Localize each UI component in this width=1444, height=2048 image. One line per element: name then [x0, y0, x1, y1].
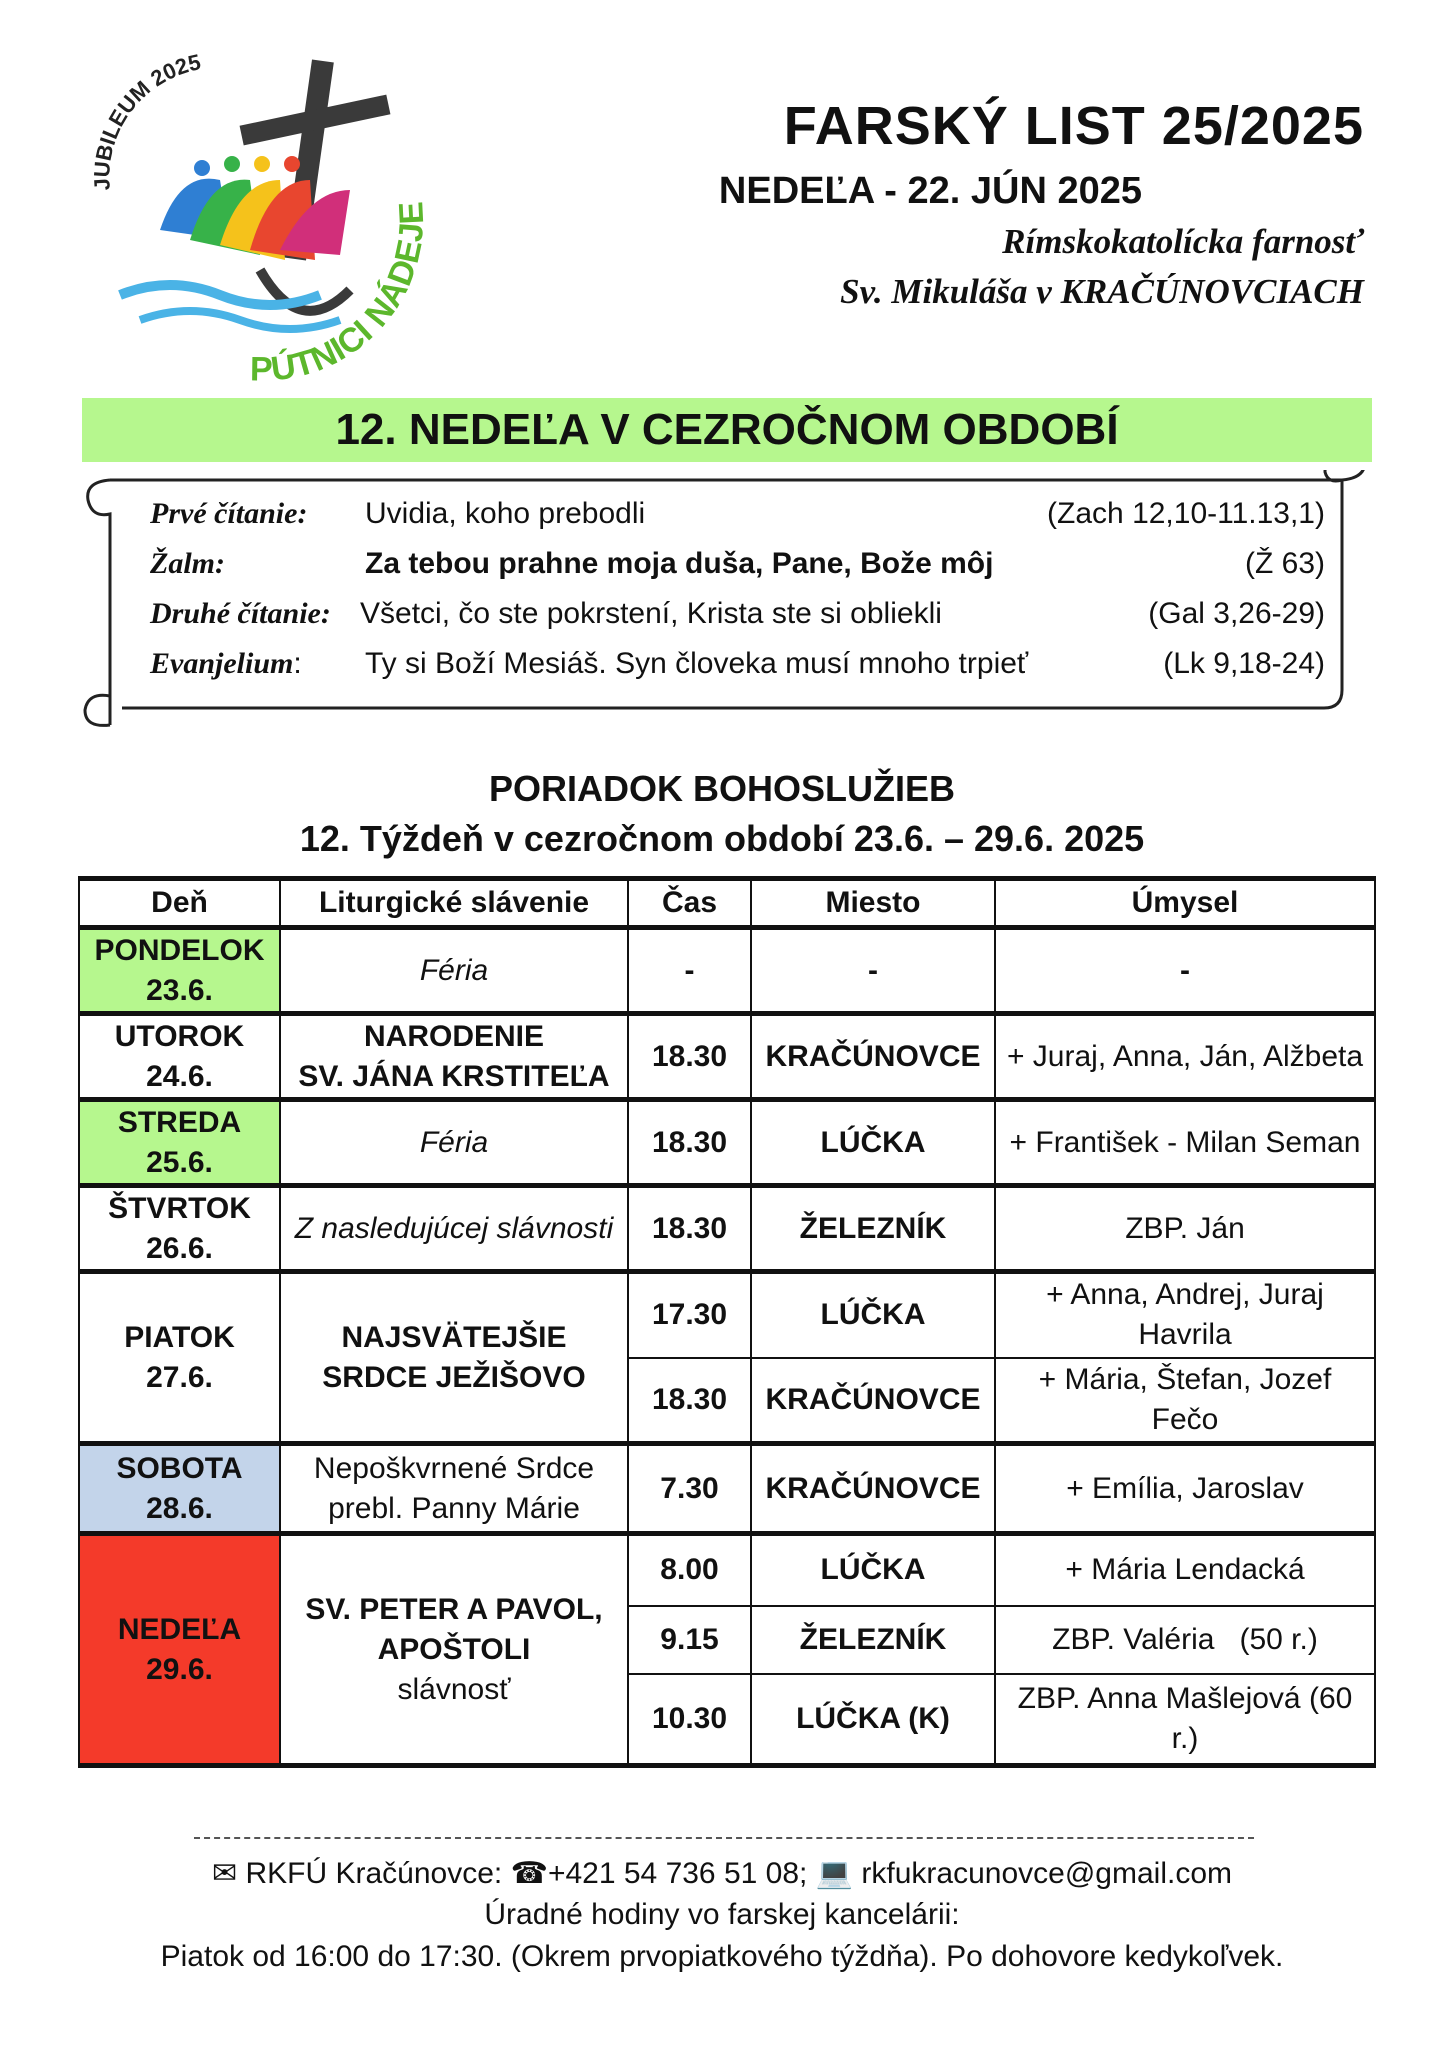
- day-cell: PIATOK 27.6.: [79, 1272, 280, 1444]
- intention-cell: ZBP. Ján: [995, 1186, 1375, 1272]
- time-cell: 18.30: [628, 1186, 751, 1272]
- table-header: [79, 879, 1375, 928]
- liturgy-cell: Féria: [280, 1100, 628, 1186]
- reading-second: [150, 590, 1325, 638]
- place-cell: LÚČKA: [751, 1534, 995, 1606]
- table-row: [79, 928, 1375, 1014]
- reading-ref: (Gal 3,26-29): [1148, 597, 1325, 630]
- place-cell: ŽELEZNÍK: [751, 1186, 995, 1272]
- place-cell: LÚČKA: [751, 1100, 995, 1186]
- liturgy-cell: Z nasledujúcej slávnosti: [280, 1186, 628, 1272]
- intention-cell: + František - Milan Seman: [995, 1100, 1375, 1186]
- col-place: Miesto: [751, 879, 995, 928]
- office-hours-title: Úradné hodiny vo farskej kancelárii:: [484, 1898, 960, 1931]
- footer-contact: [0, 1856, 1444, 1891]
- liturgy-cell: Nepoškvrnené Srdce prebl. Panny Márie: [280, 1444, 628, 1534]
- reading-text: Všetci, čo ste pokrstení, Krista ste si obliekli: [360, 597, 942, 630]
- time-cell: 8.00: [628, 1534, 751, 1606]
- liturgy-cell: Féria: [280, 928, 628, 1014]
- col-time: Čas: [628, 879, 751, 928]
- time-cell: 18.30: [628, 1358, 751, 1444]
- email-link[interactable]: rkfukracunovce@gmail.com: [861, 1857, 1232, 1890]
- place-cell: LÚČKA (K): [751, 1674, 995, 1766]
- office-hours: Piatok od 16:00 do 17:30. (Okrem prvopiatkového týždňa). Po dohovore kedykoľvek.: [160, 1940, 1284, 1973]
- reading-label: Prvé čítanie:: [150, 497, 308, 530]
- intention-cell: + Anna, Andrej, Juraj Havrila: [995, 1272, 1375, 1358]
- time-cell: 18.30: [628, 1014, 751, 1100]
- table-row: [79, 1186, 1375, 1272]
- day-cell: UTOROK 24.6.: [79, 1014, 280, 1100]
- jubilee-logo: [80, 40, 460, 400]
- footer-divider: [194, 1837, 1254, 1839]
- intention-cell: + Juraj, Anna, Ján, Alžbeta: [995, 1014, 1375, 1100]
- col-liturgy: Liturgické slávenie: [280, 879, 628, 928]
- time-cell: 7.30: [628, 1444, 751, 1534]
- intention-cell: + Mária, Štefan, Jozef Fečo: [995, 1358, 1375, 1444]
- place-cell: KRAČÚNOVCE: [751, 1014, 995, 1100]
- intention-cell: ZBP. Anna Mašlejová (60 r.): [995, 1674, 1375, 1766]
- day-cell: SOBOTA 28.6.: [79, 1444, 280, 1534]
- place-cell: -: [751, 928, 995, 1014]
- intention-cell: + Emília, Jaroslav: [995, 1444, 1375, 1534]
- reading-text: Uvidia, koho prebodli: [365, 497, 646, 530]
- time-cell: -: [628, 928, 751, 1014]
- table-row: [79, 1444, 1375, 1534]
- place-cell: KRAČÚNOVCE: [751, 1358, 995, 1444]
- intention-cell: -: [995, 928, 1375, 1014]
- reading-label: Žalm:: [150, 547, 225, 580]
- parish-place: Sv. Mikuláša v KRAČÚNOVCIACH: [840, 272, 1364, 311]
- day-cell: PONDELOK 23.6.: [79, 928, 280, 1014]
- svg-text:JUBILEUM 2025: [89, 49, 203, 191]
- col-intention: Úmysel: [995, 879, 1375, 928]
- place-cell: KRAČÚNOVCE: [751, 1444, 995, 1534]
- schedule-title: PORIADOK BOHOSLUŽIEB: [488, 768, 955, 809]
- sunday-title: 12. NEDEĽA V CEZROČNOM OBDOBÍ: [82, 398, 1372, 462]
- time-cell: 17.30: [628, 1272, 751, 1358]
- bulletin-title: FARSKÝ LIST 25/2025: [783, 96, 1364, 156]
- bulletin-date: NEDEĽA - 22. JÚN 2025: [718, 170, 1142, 212]
- reading-label: Druhé čítanie:: [150, 597, 331, 630]
- table-row: [79, 1014, 1375, 1100]
- logo-top-text: JUBILEUM 2025: [89, 49, 203, 192]
- day-cell: ŠTVRTOK 26.6.: [79, 1186, 280, 1272]
- intention-cell: + Mária Lendacká: [995, 1534, 1375, 1606]
- reading-ref: (Lk 9,18-24): [1163, 647, 1325, 680]
- schedule-subtitle: 12. Týždeň v cezročnom období 23.6. – 29.6. 2025: [299, 818, 1145, 859]
- time-cell: 10.30: [628, 1674, 751, 1766]
- reading-text: Za tebou prahne moja duša, Pane, Bože môj: [365, 547, 994, 580]
- place-cell: LÚČKA: [751, 1272, 995, 1358]
- time-cell: 9.15: [628, 1606, 751, 1674]
- time-cell: 18.30: [628, 1100, 751, 1186]
- table-row: [79, 1534, 1375, 1606]
- office-icon: ✉: [211, 1857, 238, 1890]
- liturgy-cell: SV. PETER A PAVOL, APOŠTOLI slávnosť: [280, 1534, 628, 1766]
- phone-icon: ☎: [510, 1857, 548, 1890]
- phone-number: +421 54 736 51 08;: [547, 1857, 808, 1890]
- reading-first: [150, 490, 1325, 538]
- reading-ref: (Zach 12,10-11.13,1): [1047, 497, 1325, 530]
- reading-gospel: [150, 640, 1325, 688]
- parish-name: Rímskokatolícka farnosť: [1002, 222, 1364, 261]
- reading-psalm: [150, 540, 1325, 588]
- liturgy-cell: NARODENIE SV. JÁNA KRSTITEĽA: [280, 1014, 628, 1100]
- computer-icon: 💻: [815, 1857, 854, 1890]
- table-row: [79, 1100, 1375, 1186]
- office-label: RKFÚ Kračúnovce:: [245, 1857, 503, 1890]
- liturgy-cell: NAJSVÄTEJŠIE SRDCE JEŽIŠOVO: [280, 1272, 628, 1444]
- reading-text: Ty si Boží Mesiáš. Syn človeka musí mnoho trpieť: [365, 647, 1029, 680]
- day-cell: STREDA 25.6.: [79, 1100, 280, 1186]
- day-cell: NEDEĽA 29.6.: [79, 1534, 280, 1766]
- col-day: Deň: [79, 879, 280, 928]
- table-row: [79, 1272, 1375, 1358]
- place-cell: ŽELEZNÍK: [751, 1606, 995, 1674]
- reading-ref: (Ž 63): [1244, 547, 1325, 580]
- logo-side-text: PÚTNICI NÁDEJE: [249, 200, 432, 389]
- reading-label: Evanjelium:: [150, 647, 302, 680]
- intention-cell: ZBP. Valéria (50 r.): [995, 1606, 1375, 1674]
- schedule-table: [78, 876, 1376, 1768]
